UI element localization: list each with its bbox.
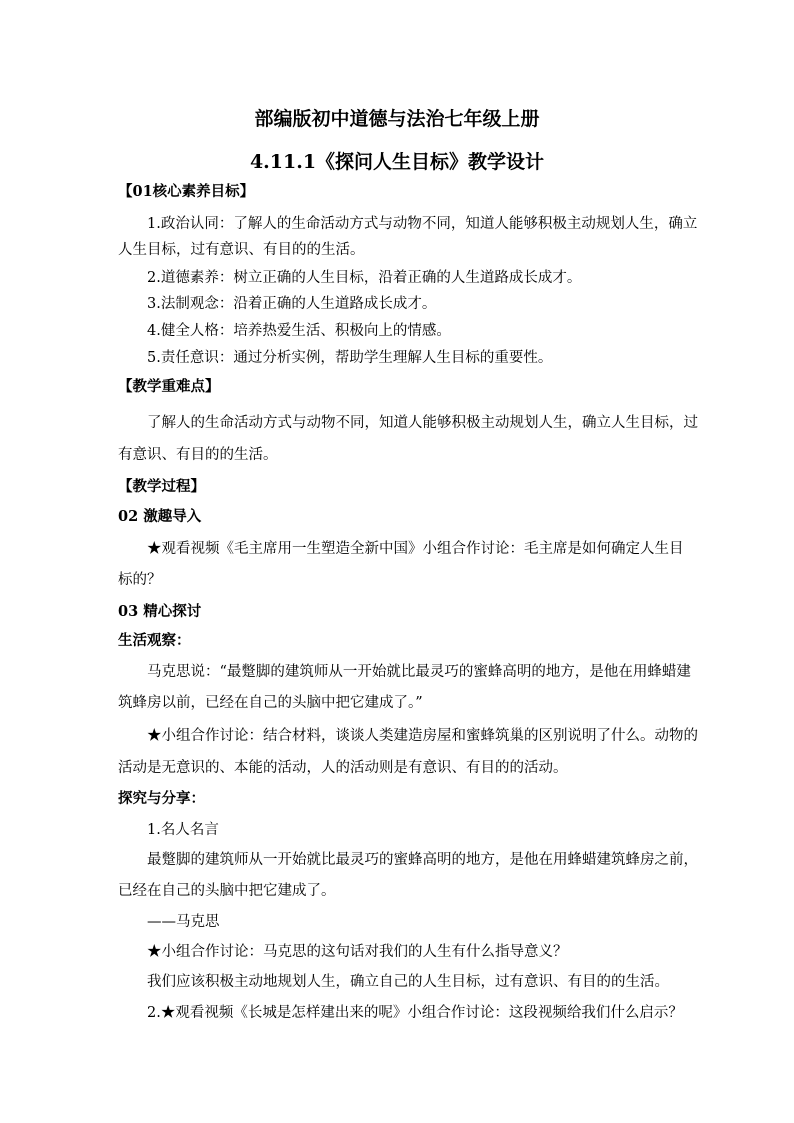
explore-line: ★小组合作讨论：马克思的这句话对我们的人生有什么指导意义？ (147, 944, 568, 960)
explore-line: 1.名人名言 (147, 822, 219, 838)
goal-line: 1.政治认同：了解人的生命活动方式与动物不同，知道人能够积极主动规划人生，确立 (147, 216, 698, 232)
section-heading-goals: 【01核心素养目标】 (118, 183, 255, 200)
section-heading-process: 【教学过程】 (118, 478, 205, 495)
life-observation-line: 马克思说：“最蹩脚的建筑师从一开始就比最灵巧的蜜蜂高明的地方，是他在用蜂蜡建 (147, 664, 691, 680)
goal-line: 5.责任意识：通过分析实例，帮助学生理解人生目标的重要性。 (147, 350, 553, 366)
explore-share-heading: 探究与分享： (118, 790, 205, 807)
life-observation-line: 筑蜂房以前，已经在自己的头脑中把它建成了。” (118, 695, 423, 711)
life-observation-heading: 生活观察： (118, 632, 191, 649)
life-observation-line: ★小组合作讨论：结合材料，谈谈人类建造房屋和蜜蜂筑巢的区别说明了什么。动物的 (147, 728, 698, 744)
step-02-heading: 02 激趣导入 (118, 508, 202, 525)
explore-line: 已经在自己的头脑中把它建成了。 (118, 883, 336, 899)
quote-attribution: ——马克思 (147, 914, 220, 930)
document-subtitle: 4.11.1《探问人生目标》教学设计 (249, 151, 545, 173)
section-heading-key-points: 【教学重难点】 (118, 378, 220, 395)
key-point-line: 有意识、有目的的生活。 (118, 447, 278, 463)
key-point-line: 了解人的生命活动方式与动物不同，知道人能够积极主动规划人生，确立人生目标，过 (147, 415, 698, 431)
goal-line: 人生目标，过有意识、有目的的生活。 (118, 242, 365, 258)
explore-line: 2.★观看视频《长城是怎样建出来的呢》小组合作讨论：这段视频给我们什么启示？ (147, 1005, 683, 1021)
document-title: 部编版初中道德与法治七年级上册 (254, 108, 540, 130)
step-02-line: ★观看视频《毛主席用一生塑造全新中国》小组合作讨论：毛主席是如何确定人生目 (147, 541, 684, 557)
goal-line: 2.道德素养：树立正确的人生目标，沿着正确的人生道路成长成才。 (147, 270, 582, 286)
goal-line: 4.健全人格：培养热爱生活、积极向上的情感。 (147, 323, 451, 339)
explore-line: 我们应该积极主动地规划人生，确立自己的人生目标，过有意识、有目的的生活。 (147, 974, 669, 990)
life-observation-line: 活动是无意识的、本能的活动，人的活动则是有意识、有目的的活动。 (118, 760, 568, 776)
step-03-heading: 03 精心探讨 (118, 603, 202, 620)
goal-line: 3.法制观念：沿着正确的人生道路成长成才。 (147, 296, 437, 312)
explore-line: 最蹩脚的建筑师从一开始就比最灵巧的蜜蜂高明的地方，是他在用蜂蜡建筑蜂房之前， (147, 852, 698, 868)
step-02-line: 标的？ (118, 572, 162, 588)
